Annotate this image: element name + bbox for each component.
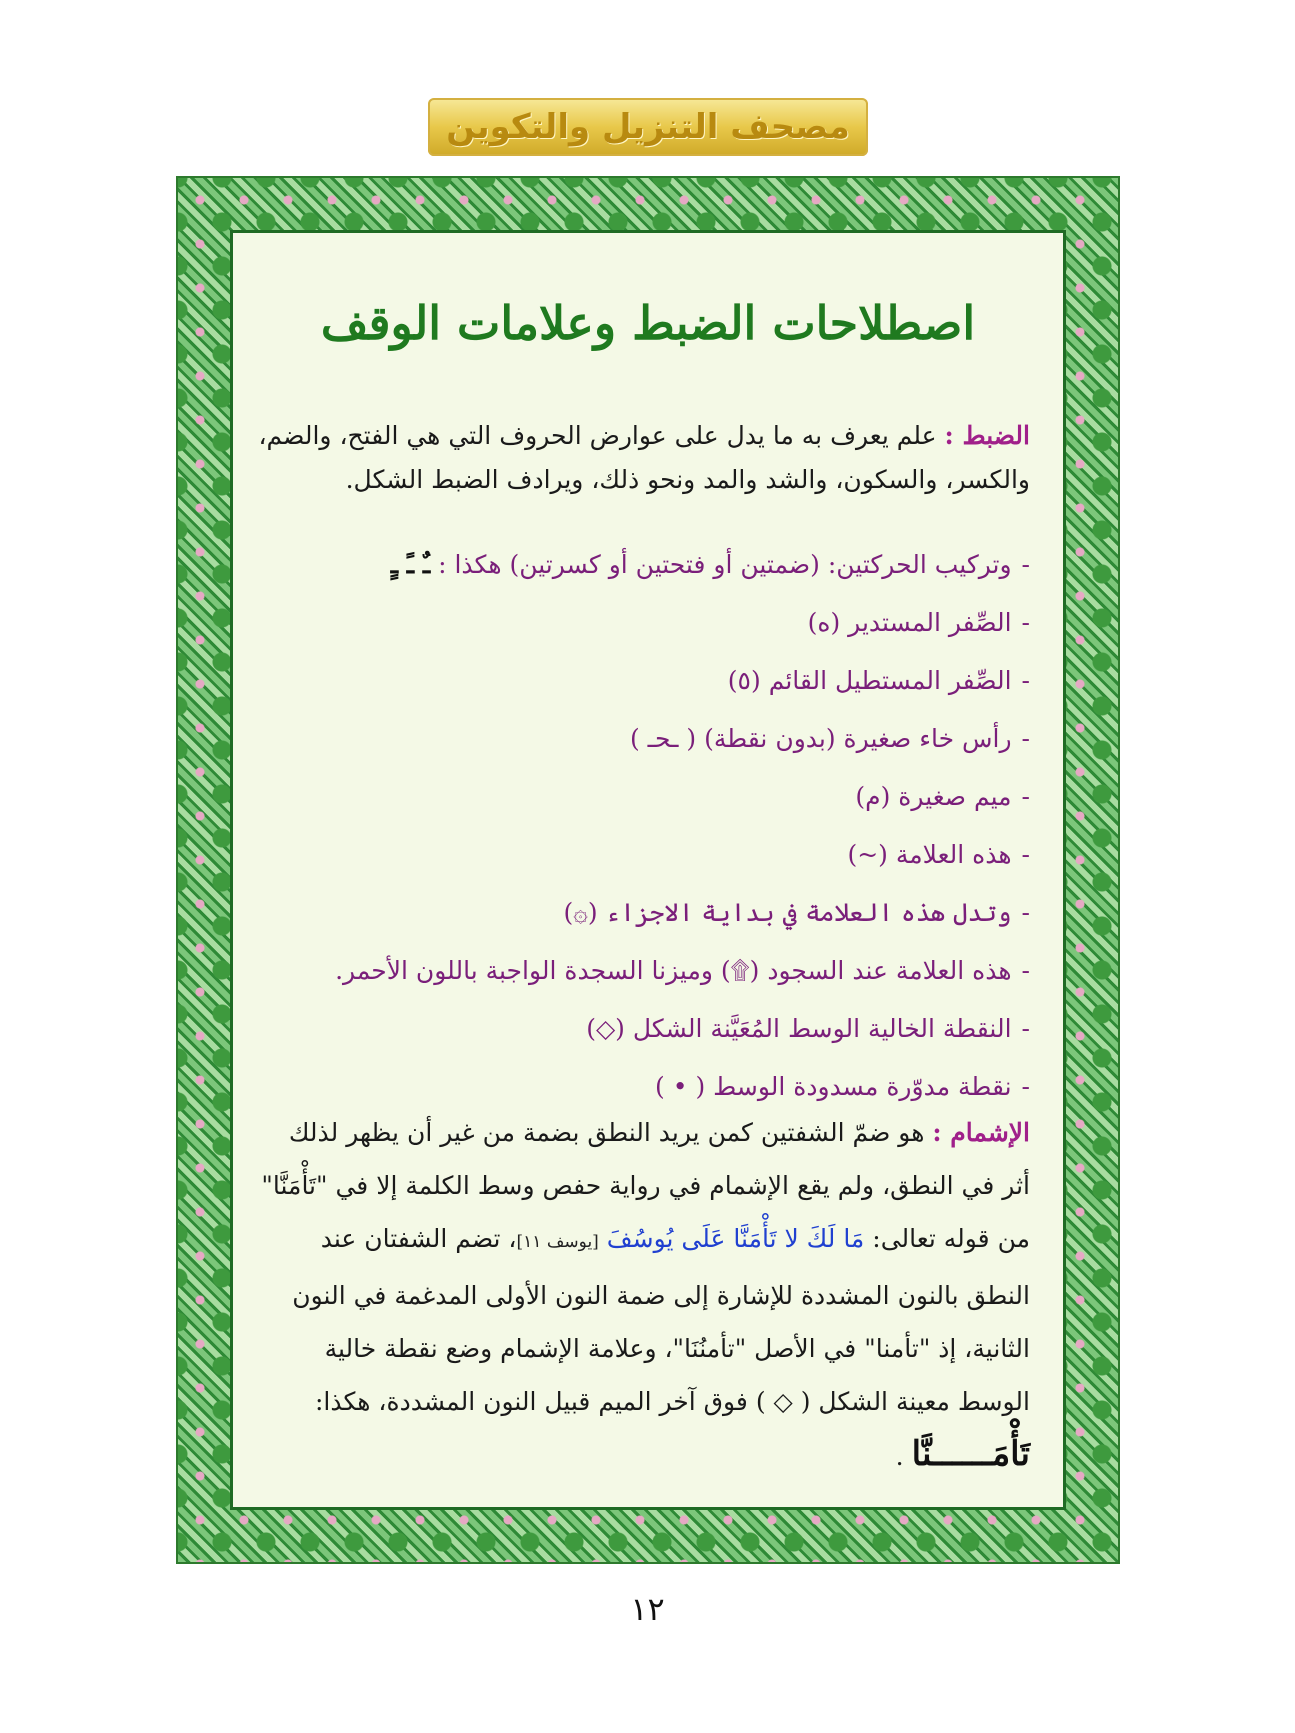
dabt-term: الضبط : (944, 421, 1030, 450)
list-item-text: وتركيب الحركتين: (ضمتين أو فتحتين أو كسرتين) هكذا : (438, 550, 1012, 579)
list-item: -هذه العلامة (~) (847, 840, 1030, 869)
ishmam-example-word: تَأْمَــــــنَّا (911, 1434, 1030, 1474)
ishmam-end: . (895, 1442, 904, 1471)
header-ornament (428, 98, 868, 156)
list-item-text: ميم صغيرة (898, 782, 1012, 811)
list-item-text: وتدل هذه العلامة في بداية الاجزاء (605, 898, 1012, 927)
list-item-text: نقطة مدوّرة مسدودة الوسط (713, 1072, 1012, 1101)
ishmam-definition (256, 1106, 1030, 1483)
list-item: -رأس خاء صغيرة (بدون نقطة) ( ـحـ ) (629, 724, 1030, 753)
ishmam-text-2: ، تضم الشفتان عند النطق بالنون المشددة للإشارة إلى ضمة النون الأولى المدغمة في النون الثانية، إذ "تأمنا" في الأصل "تأمنُنَا"، وعلامة الإشمام وضع نقطة خالية الوسط معينة الشكل ( ◇ ) فوق آخر الميم قبيل النون المشددة، هكذا: (292, 1224, 1030, 1416)
quran-verse: مَا لَكَ لا تَأْمَنَّا عَلَى يُوسُفَ (606, 1224, 865, 1253)
dabt-definition (256, 414, 1030, 502)
list-item: -هذه العلامة عند السجود (۩) وميزنا السجدة الواجبة باللون الأحمر. (335, 956, 1030, 985)
list-item-text: الصِّفر المستطيل القائم (768, 666, 1012, 695)
ishmam-term: الإشمام : (932, 1118, 1030, 1147)
dabt-text: علم يعرف به ما يدل على عوارض الحروف التي هي الفتح، والضم، والكسر، والسكون، والشد والمد ونحو ذلك، ويرادف الضبط الشكل. (258, 421, 1030, 494)
list-item-text: هذه العلامة (895, 840, 1012, 869)
page-number: ١٢ (630, 1590, 665, 1628)
list-item-symbol: ـٌ ـً ـٍ (390, 550, 431, 579)
list-item: -ميم صغيرة (م) (855, 782, 1030, 811)
ishmam-text-1: هو ضمّ الشفتين كمن يريد النطق بضمة من غير أن يظهر لذلك أثر في النطق، ولم يقع الإشمام في رواية حفص وسط الكلمة إلا في "تَأْمَنَّا" من قوله تعالى: (261, 1118, 1030, 1253)
list-item-symbol: (٥) (727, 666, 761, 695)
page-title: اصطلاحات الضبط وعلامات الوقف (320, 296, 976, 350)
list-item-symbol: (~) (847, 840, 888, 869)
list-item-text: رأس خاء صغيرة (بدون نقطة) (704, 724, 1012, 753)
list-item-symbol: (◇) (586, 1014, 625, 1043)
list-item-text: الصِّفر المستدير (848, 608, 1012, 637)
list-item: -الصِّفر المستطيل القائم (٥) (727, 666, 1030, 695)
list-item: -وتدل هذه العلامة في بداية الاجزاء (۞) (563, 898, 1030, 927)
list-item-text: النقطة الخالية الوسط المُعَيَّنة الشكل (632, 1014, 1012, 1043)
verse-reference: [يوسف ١١] (516, 1232, 599, 1252)
list-item-symbol: (۞) (563, 898, 598, 927)
list-item-text: هذه العلامة عند السجود (۩) وميزنا السجدة الواجبة باللون الأحمر. (335, 956, 1012, 985)
page-content (236, 236, 1060, 1504)
list-item-symbol: (ه) (807, 608, 841, 637)
list-item: -وتركيب الحركتين: (ضمتين أو فتحتين أو كسرتين) هكذا : ـٌ ـً ـٍ (390, 550, 1030, 579)
list-item: -الصِّفر المستدير (ه) (807, 608, 1030, 637)
list-item-symbol: (م) (855, 782, 891, 811)
marks-list (256, 536, 1030, 1116)
list-item: -نقطة مدوّرة مسدودة الوسط ( • ) (655, 1072, 1030, 1101)
list-item-symbol: ( ـحـ ) (629, 724, 697, 753)
list-item: -النقطة الخالية الوسط المُعَيَّنة الشكل (◇) (586, 1014, 1030, 1043)
list-item-symbol: ( • ) (655, 1072, 706, 1101)
header-ornament-text: مصحف التنزيل والتكوين (446, 107, 850, 147)
